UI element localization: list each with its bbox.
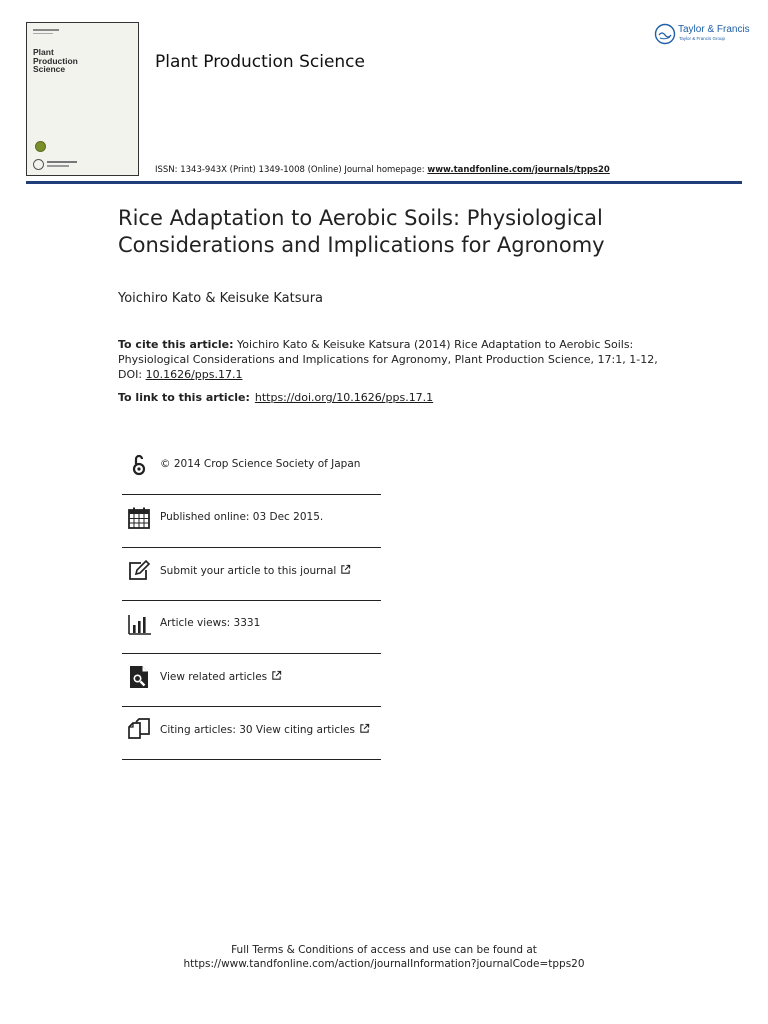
info-row-submit[interactable]	[122, 548, 381, 601]
search-document-icon	[127, 665, 151, 689]
external-link-icon	[271, 670, 282, 681]
issn-text: ISSN: 1343-943X (Print) 1349-1008 (Online) Journal homepage:	[155, 165, 428, 175]
publisher-mark-icon	[33, 159, 44, 170]
article-title: Rice Adaptation to Aerobic Soils: Physiological Considerations and Implications for Agronomy	[118, 206, 605, 257]
issn-line	[155, 165, 610, 175]
edit-document-icon	[127, 559, 151, 583]
submit-article-label: Submit your article to this journal	[160, 565, 337, 577]
taylor-francis-icon	[654, 23, 676, 45]
published-date-text: Published online: 03 Dec 2015.	[160, 511, 324, 523]
article-info-list	[122, 442, 381, 760]
terms-line: Full Terms & Conditions of access and use can be found at	[231, 944, 537, 956]
citing-articles-link[interactable]	[160, 723, 370, 736]
related-articles-link[interactable]	[160, 670, 282, 683]
info-row-views	[122, 601, 381, 654]
cover-title-line: Science	[33, 64, 66, 74]
cover-decor-line	[33, 33, 53, 34]
citing-documents-icon	[127, 718, 151, 742]
external-link-icon	[340, 564, 351, 575]
related-articles-label: View related articles	[160, 671, 268, 683]
journal-homepage-link[interactable]: www.tandfonline.com/journals/tpps20	[427, 165, 610, 175]
terms-footer	[0, 943, 768, 971]
external-link-icon	[359, 723, 370, 734]
article-authors: Yoichiro Kato & Keisuke Katsura	[118, 291, 324, 306]
submit-article-link[interactable]	[160, 564, 351, 577]
publisher-group: Taylor & Francis Group	[679, 36, 726, 41]
journal-title: Plant Production Science	[155, 52, 365, 72]
info-row-related[interactable]	[122, 654, 381, 707]
copyright-text: © 2014 Crop Science Society of Japan	[160, 458, 361, 470]
article-link-label: To link to this article:	[118, 391, 250, 404]
calendar-icon	[127, 506, 151, 530]
citation-text: Yoichiro Kato & Keisuke Katsura (2014) Rice Adaptation to Aerobic Soils: Physiological Considerations and Implications for Agronomy, Plant Production Science, 17:1, 1-12, DOI:	[118, 338, 658, 381]
cover-title-line: Plant	[33, 47, 54, 57]
cover-title-line: Production	[33, 55, 78, 66]
citation-label: To cite this article:	[118, 338, 234, 351]
info-row-published	[122, 495, 381, 548]
article-views-text: Article views: 3331	[160, 617, 261, 629]
citing-articles-label: Citing articles: 30 View citing articles	[160, 724, 355, 736]
cover-decor-line	[33, 29, 59, 31]
header-rule	[26, 181, 742, 184]
publisher-name: Taylor & Francis	[678, 24, 750, 35]
society-emblem-icon	[35, 141, 46, 152]
info-row-copyright	[122, 442, 381, 495]
taylor-francis-logo[interactable]	[654, 22, 750, 48]
article-link-line	[118, 391, 433, 404]
open-access-icon	[127, 453, 151, 477]
info-row-citing[interactable]	[122, 707, 381, 760]
bar-chart-icon	[127, 612, 151, 636]
cover-pps-logo	[71, 41, 139, 176]
cover-decor-line	[47, 165, 69, 167]
citation-doi-link[interactable]: 10.1626/pps.17.1	[145, 368, 243, 381]
terms-url[interactable]: https://www.tandfonline.com/action/journalInformation?journalCode=tpps20	[183, 958, 585, 970]
cover-decor-line	[47, 161, 77, 163]
article-doi-link[interactable]: https://doi.org/10.1626/pps.17.1	[254, 391, 434, 404]
journal-cover-image	[26, 22, 139, 176]
citation-block	[118, 337, 678, 382]
